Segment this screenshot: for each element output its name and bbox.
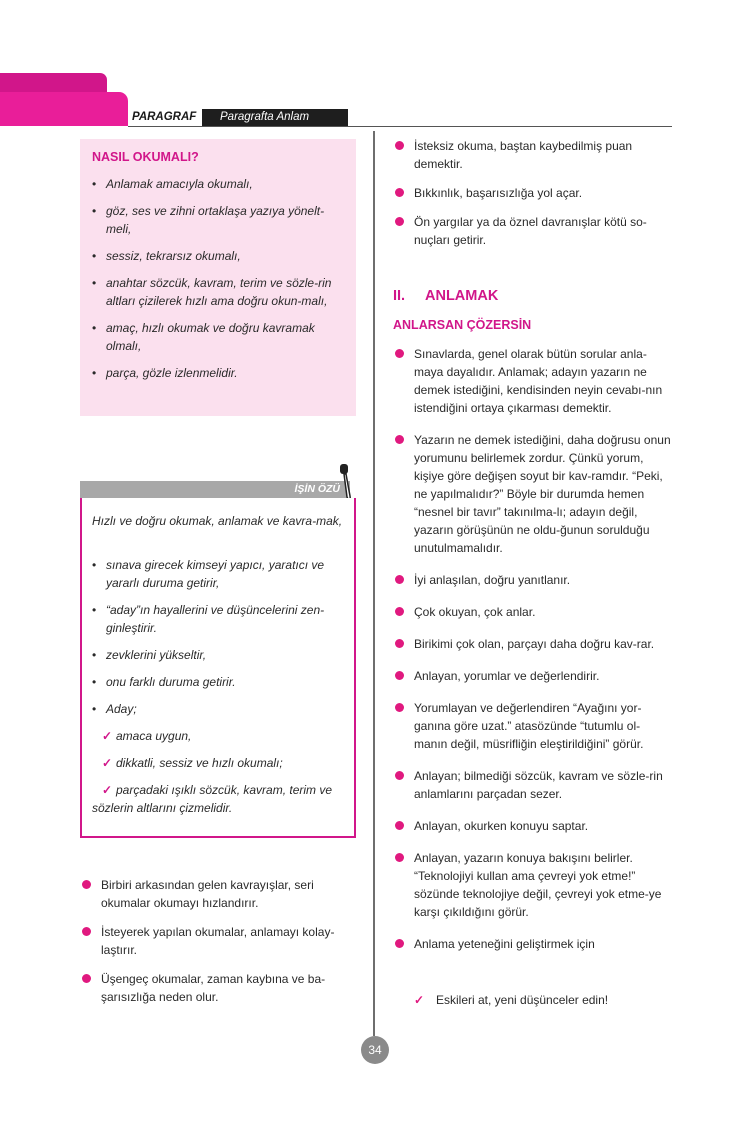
list-item-text: Birbiri arkasından gelen kavrayışlar, seri okumalar okumayı hızlandırır. — [101, 878, 314, 910]
list-item-text: Anlayan, yorumlar ve değerlendirir. — [414, 669, 600, 683]
list-item — [393, 635, 673, 653]
list-item: • Aday; — [92, 700, 350, 718]
bullet-dot-icon — [395, 853, 404, 862]
list-item — [393, 431, 673, 557]
column-divider — [373, 131, 375, 1036]
check-item-text: dikkatli, sessiz ve hızlı okumalı; — [116, 756, 283, 770]
section-subheading: ANLARSAN ÇÖZERSİN — [393, 318, 532, 332]
list-item — [393, 345, 673, 417]
isin-ozu-bar — [80, 481, 350, 498]
right-main-bullet-list — [393, 345, 673, 967]
isin-ozu-box — [80, 498, 356, 838]
final-check-item — [414, 991, 608, 1009]
header-section-label: PARAGRAF — [128, 109, 202, 126]
list-item: • zevklerini yükseltir, — [92, 646, 350, 664]
isin-ozu-label: İŞİN ÖZÜ — [294, 483, 340, 495]
list-item — [393, 603, 673, 621]
header-topic-label: Paragrafta Anlam — [220, 111, 310, 123]
list-item-text: İyi anlaşılan, doğru yanıtlanır. — [414, 573, 571, 587]
list-item-text: Yazarın ne demek istediğini, daha doğrusu onun yorumunu belirlemek zordur. Çünkü yorum, kişiye göre değişen soyut bir kav-ramdır. “Peki, ne yapılmalıdır?” Böyle bir durumda hemen “nesnel bir tavır” takınılma-lı; adayın değil, yazarın görüşünün ne oldu-ğunun sorulduğu unutulmamalıdır. — [414, 433, 671, 555]
page-number: 34 — [361, 1036, 389, 1064]
bullet-dot-icon — [395, 939, 404, 948]
list-item: • sınava girecek kimseyi yapıcı, yaratıcı ve yararlı duruma getirir, — [92, 556, 350, 592]
check-item-text: parçadaki ışıklı sözcük, kavram, terim ve sözlerin altlarını çizmelidir. — [92, 783, 333, 815]
check-icon: ✓ — [102, 729, 113, 743]
bullet-dot-icon — [395, 607, 404, 616]
list-item-text: Birikimi çok olan, parçayı daha doğru kav-rar. — [414, 637, 655, 651]
list-item — [393, 767, 673, 803]
bullet-dot-icon — [395, 435, 404, 444]
bullet-dot-icon — [395, 639, 404, 648]
check-item — [92, 754, 350, 772]
list-item: • Anlamak amacıyla okumalı, — [92, 175, 346, 193]
left-bullet-list — [80, 876, 358, 1017]
list-item — [80, 970, 358, 1006]
list-item-text: Bıkkınlık, başarısızlığa yol açar. — [414, 186, 583, 200]
list-item: • amaç, hızlı okumak ve doğru kavramak olmalı, — [92, 319, 346, 355]
list-item-text: Sınavlarda, genel olarak bütün sorular anla-maya dayalıdır. Anlamak; adayın yazarın ne demek istediğini, kendisinden neyin cevabı-nın istendiğini ortaya çıkarması demektir. — [414, 347, 663, 415]
list-item: • göz, ses ve zihni ortaklaşa yazıya yönelt-meli, — [92, 202, 346, 238]
header-tab-shape — [0, 92, 128, 126]
right-top-bullet-list — [393, 137, 673, 260]
list-item: • “aday”ın hayallerini ve düşüncelerini zen-ginleştirir. — [92, 601, 350, 637]
list-item-text: Anlama yeteneğini geliştirmek için — [414, 937, 595, 951]
list-item — [393, 137, 673, 173]
bullet-dot-icon — [395, 188, 404, 197]
header-rule — [128, 126, 672, 127]
list-item-text: Yorumlayan ve değerlendiren “Ayağını yor-ganına göre uzat.” atasözünde “tutumlu ol-manın değil, müsrifliğin eleştirildiğini” görür. — [414, 701, 644, 751]
list-item: • anahtar sözcük, kavram, terim ve sözle-rin altları çizilerek hızlı ama doğru okun-malı, — [92, 274, 346, 310]
check-icon: ✓ — [102, 756, 113, 770]
bullet-dot-icon — [82, 927, 91, 936]
check-item-text: amaca uygun, — [116, 729, 192, 743]
list-item: • sessiz, tekrarsız okumalı, — [92, 247, 346, 265]
list-item-text: Çok okuyan, çok anlar. — [414, 605, 536, 619]
bullet-dot-icon — [395, 703, 404, 712]
check-item — [92, 727, 350, 745]
list-item-text: Anlayan; bilmediği sözcük, kavram ve sözle-rin anlamlarını parçadan sezer. — [414, 769, 663, 801]
list-item-text: Anlayan, yazarın konuya bakışını belirler. “Teknolojiyi kullan ama çevreyi yok etme!” sözünde teknolojiye değil, çevreyi yok etme-ye karşı çıkıldığını görür. — [414, 851, 662, 919]
nasil-okumali-list — [92, 175, 346, 391]
bullet-dot-icon — [395, 217, 404, 226]
section-title: ANLAMAK — [425, 288, 499, 304]
list-item — [80, 923, 358, 959]
list-item-text: Üşengeç okumalar, zaman kaybına ve ba-şarısızlığa neden olur. — [101, 972, 326, 1004]
list-item — [393, 184, 673, 202]
bullet-dot-icon — [395, 771, 404, 780]
list-item — [393, 667, 673, 685]
bullet-dot-icon — [395, 821, 404, 830]
list-item-text: İsteksiz okuma, baştan kaybedilmiş puan demektir. — [414, 139, 633, 171]
check-icon: ✓ — [414, 993, 425, 1007]
final-check-text: Eskileri at, yeni düşünceler edin! — [436, 993, 609, 1007]
nasil-okumali-title: NASIL OKUMALI? — [92, 150, 199, 164]
list-item-text: Anlayan, okurken konuyu saptar. — [414, 819, 589, 833]
nasil-okumali-box — [80, 139, 356, 416]
list-item — [393, 571, 673, 589]
isin-ozu-list — [92, 556, 350, 826]
bullet-dot-icon — [395, 349, 404, 358]
list-item — [80, 876, 358, 912]
bullet-dot-icon — [395, 141, 404, 150]
section-number: II. — [393, 288, 406, 304]
list-item-text: İsteyerek yapılan okumalar, anlamayı kolay-laştırır. — [101, 925, 335, 957]
list-item — [393, 817, 673, 835]
bullet-dot-icon — [395, 575, 404, 584]
check-item — [92, 781, 350, 817]
bullet-dot-icon — [82, 974, 91, 983]
check-icon: ✓ — [102, 783, 113, 797]
bullet-dot-icon — [395, 671, 404, 680]
list-item — [393, 699, 673, 753]
list-item: • parça, gözle izlenmelidir. — [92, 364, 346, 382]
bullet-dot-icon — [82, 880, 91, 889]
isin-ozu-intro: Hızlı ve doğru okumak, anlamak ve kavra-mak, — [92, 514, 343, 528]
section-heading — [393, 288, 498, 304]
list-item — [393, 849, 673, 921]
list-item: • onu farklı duruma getirir. — [92, 673, 350, 691]
list-item — [393, 935, 673, 953]
list-item-text: Ön yargılar ya da öznel davranışlar kötü so-nuçları getirir. — [414, 215, 647, 247]
list-item — [393, 213, 673, 249]
